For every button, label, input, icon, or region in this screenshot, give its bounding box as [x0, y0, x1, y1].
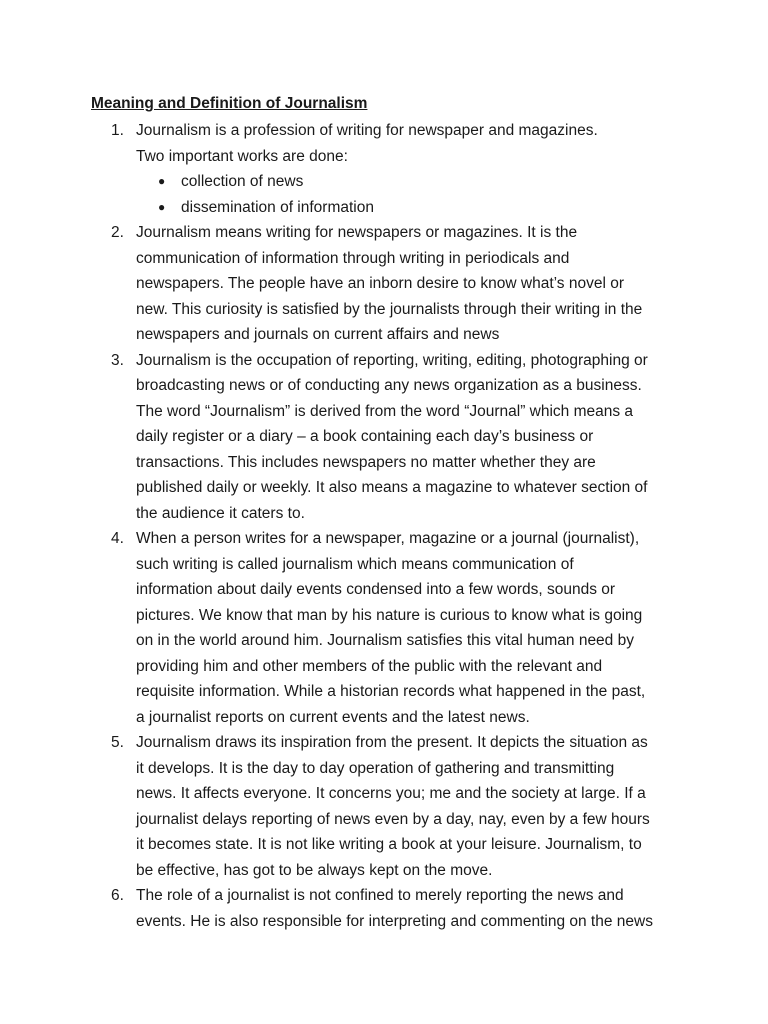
paragraph-line: published daily or weekly. It also means a magazine to whatever section of [136, 479, 648, 496]
paragraph-line: Journalism is a profession of writing for newspaper and magazines. [136, 122, 598, 139]
paragraph-line: communication of information through writing in periodicals and [136, 249, 570, 267]
paragraph-line: new. This curiosity is satisfied by the journalists through their writing in the [136, 300, 643, 318]
list-item [0, 883, 696, 934]
list-item-number: 1. [111, 122, 124, 139]
list-item [0, 526, 696, 730]
list-item [0, 220, 696, 348]
bullet-list [136, 169, 696, 220]
bullet-item [136, 195, 696, 221]
paragraph-line: newspapers. The people have an inborn desire to know what’s novel or [136, 275, 624, 292]
list-item [0, 118, 696, 220]
paragraph-line: information about daily events condensed into a few words, sounds or [136, 581, 616, 598]
paragraph-line: news. It affects everyone. It concerns you; me and the society at large. If a [136, 785, 646, 802]
paragraph-line: daily register or a diary – a book containing each day’s business or [136, 428, 594, 445]
paragraph-line: a journalist reports on current events and the latest news. [136, 708, 530, 726]
paragraph-line: events. He is also responsible for interpreting and commenting on the news [136, 912, 653, 930]
paragraph-line: on in the world around him. Journalism satisfies this vital human need by [136, 632, 634, 649]
bullet-text: dissemination of information [181, 198, 374, 216]
bullet-dot-icon: ● [158, 199, 166, 214]
paragraph-line: newspapers and journals on current affairs and news [136, 326, 500, 343]
bullet-item [136, 169, 696, 195]
paragraph-line: broadcasting news or of conducting any news organization as a business. [136, 377, 642, 394]
paragraph-line: requisite information. While a historian records what happened in the past, [136, 683, 646, 700]
paragraph-line: providing him and other members of the public with the relevant and [136, 657, 603, 675]
bullet-text: collection of news [181, 173, 304, 190]
paragraph-line: Journalism draws its inspiration from the present. It depicts the situation as [136, 734, 648, 751]
list-item-number: 5. [111, 734, 124, 751]
paragraph-line: The role of a journalist is not confined to merely reporting the news and [136, 887, 624, 904]
paragraph-line: Journalism means writing for newspapers or magazines. It is the [136, 224, 578, 241]
list-item-number: 2. [111, 224, 124, 241]
paragraph-line: it becomes state. It is not like writing a book at your leisure. Journalism, to [136, 836, 642, 853]
bullet-dot-icon: ● [158, 174, 166, 188]
list-item-number: 3. [111, 351, 124, 369]
list-item-number: 6. [111, 887, 124, 904]
list-item [0, 730, 696, 883]
paragraph-line: Two important works are done: [136, 147, 348, 165]
numbered-list [0, 118, 768, 934]
document-title: Meaning and Definition of Journalism [91, 95, 368, 112]
paragraph-line: Journalism is the occupation of reporting, writing, editing, photographing or [136, 351, 648, 369]
paragraph-line: it develops. It is the day to day operation of gathering and transmitting [136, 759, 615, 777]
list-item [0, 348, 696, 527]
paragraph-line: journalist delays reporting of news even by a day, nay, even by a few hours [136, 810, 650, 828]
paragraph-line: such writing is called journalism which means communication of [136, 555, 574, 573]
paragraph-line: The word “Journalism” is derived from the word “Journal” which means a [136, 402, 634, 420]
paragraph-line: When a person writes for a newspaper, magazine or a journal (journalist), [136, 530, 640, 547]
paragraph-line: be effective, has got to be always kept on the move. [136, 861, 493, 879]
paragraph-line: transactions. This includes newspapers no matter whether they are [136, 453, 596, 471]
list-item-number: 4. [111, 530, 124, 547]
paragraph-line: pictures. We know that man by his nature is curious to know what is going [136, 606, 643, 624]
paragraph-line: the audience it caters to. [136, 504, 305, 522]
